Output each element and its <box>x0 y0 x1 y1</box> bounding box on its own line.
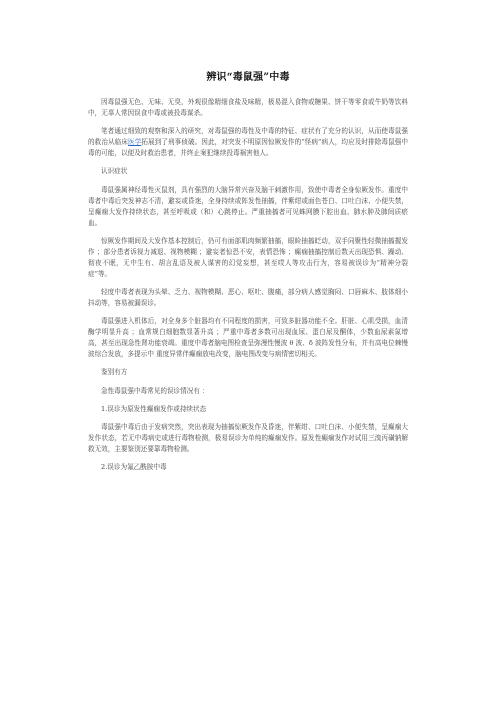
paragraph-post-seizure: 惊厥发作期间及大发作基本控制后，仍可有面部肌肉频繁抽搐，眼睑抽搐眨动，双手同聚性轻微抽搐握发作 ；部分患者诉视力减退、视物模糊 ；避妄者惊恐不安，表情恐怖 ；癫痫抽搐控制后数天出现恐惧、躁动、彻夜不眠，无中生有、胡言乱语及被人谋害的幻觉妄想，甚至哎人等攻击行为，容易被误诊为“精神分裂症”等。 <box>88 237 408 278</box>
section-heading-symptoms: 认识症状 <box>101 167 128 175</box>
paragraph-mild-poisoning: 轻度中毒者表现为头晕、乏力、视物模糊、恶心、呕吐、腹痛，部分病人感觉胸闷、口唇麻木、肢体细小抖动等，容易被漏误诊。 <box>88 288 408 307</box>
document-body <box>88 97 408 480</box>
paragraph-research-text-1: 笔者通过细致的观察和深入的研究，对毒鼠强的毒性及中毒的特征、症状有了充分的认识，从而使毒鼠强的救治从临床 <box>88 127 408 146</box>
document-title: 辨识“毒鼠强”中毒 <box>206 72 290 83</box>
list-item-1: 1.误诊为原发性癫痫发作或持续状态 <box>101 405 207 413</box>
paragraph-epilepsy: 毒鼠强中毒后由于发病突然，突出表现为抽搐惊厥发作及昏迷，伴紫绀、口吐白沫、小便失禁，呈癫痫大发作状态，若无中毒病史或进行毒物检测，极易误诊为单纯的癫痫发作。原发性癫痫发作对试用三溴丙磺钠解救无效，主要鉴别还要靠毒物检测。 <box>88 423 408 453</box>
section-heading-diagnosis: 鉴别有方 <box>101 368 128 376</box>
paragraph-research-text-2: 拓展到了刑事侦破。因此，对突发不明原因惊厥发作的“怪病”病人，均应及时排除毒鼠强中毒的可能，以便及时救治患者，并终止案犯继续投毒祸害他人。 <box>88 138 408 157</box>
medicine-link[interactable]: 医学 <box>127 138 142 146</box>
paragraph-intro: 因毒鼠强无色、无味、无臭，外观很像精细食盐及味精，极易混入食物或糖果、饼干等零食或牛奶等饮料中，无辜人常因误食中毒或被投毒谋杀。 <box>88 98 408 117</box>
paragraph-misdiagnosis-intro: 急性毒鼠强中毒常见的误诊情况有 ： <box>101 387 209 395</box>
list-item-2: 2.误诊为氟乙酰胺中毒 <box>101 463 167 471</box>
paragraph-organ-damage: 毒鼠强进入机体后，对全身多个脏器均有不同程度的损害，可致多脏器功能不全。肝脏、心肌受损，血清酶学明显升高 ；血常规白细胞数显著升高 ；严重中毒者多数可出现血尿、蛋白尿及酮体，少数血尿素氮增高，甚至出现急性肾功能衰竭。重度中毒者脑电图检查呈弥漫性慢波 θ 波、δ 波阵发性分布，并有高电位棘慢波综合发放，多提示中 重度异常伴癫痫放电改变，脑电图改变与病情密切相关。 <box>88 317 408 358</box>
paragraph-research <box>88 126 408 159</box>
paragraph-severe-poisoning: 毒鼠强属神经毒性灭鼠剂，具有强烈的大脑异常兴奋及脑干刺激作用，致使中毒者全身惊厥发作。重度中毒者中毒后突发神志不清，避妄或昏迷，全身持续或阵发性抽搐，伴紫绀或面色苍白、口吐白沫、小便失禁，呈癫痫大发作持续状态，甚至呼吸或（和）心跳停止。严重抽搐者可见蛛网膜下腔出血、肺水肿及肺间质瘀血。 <box>88 186 408 227</box>
